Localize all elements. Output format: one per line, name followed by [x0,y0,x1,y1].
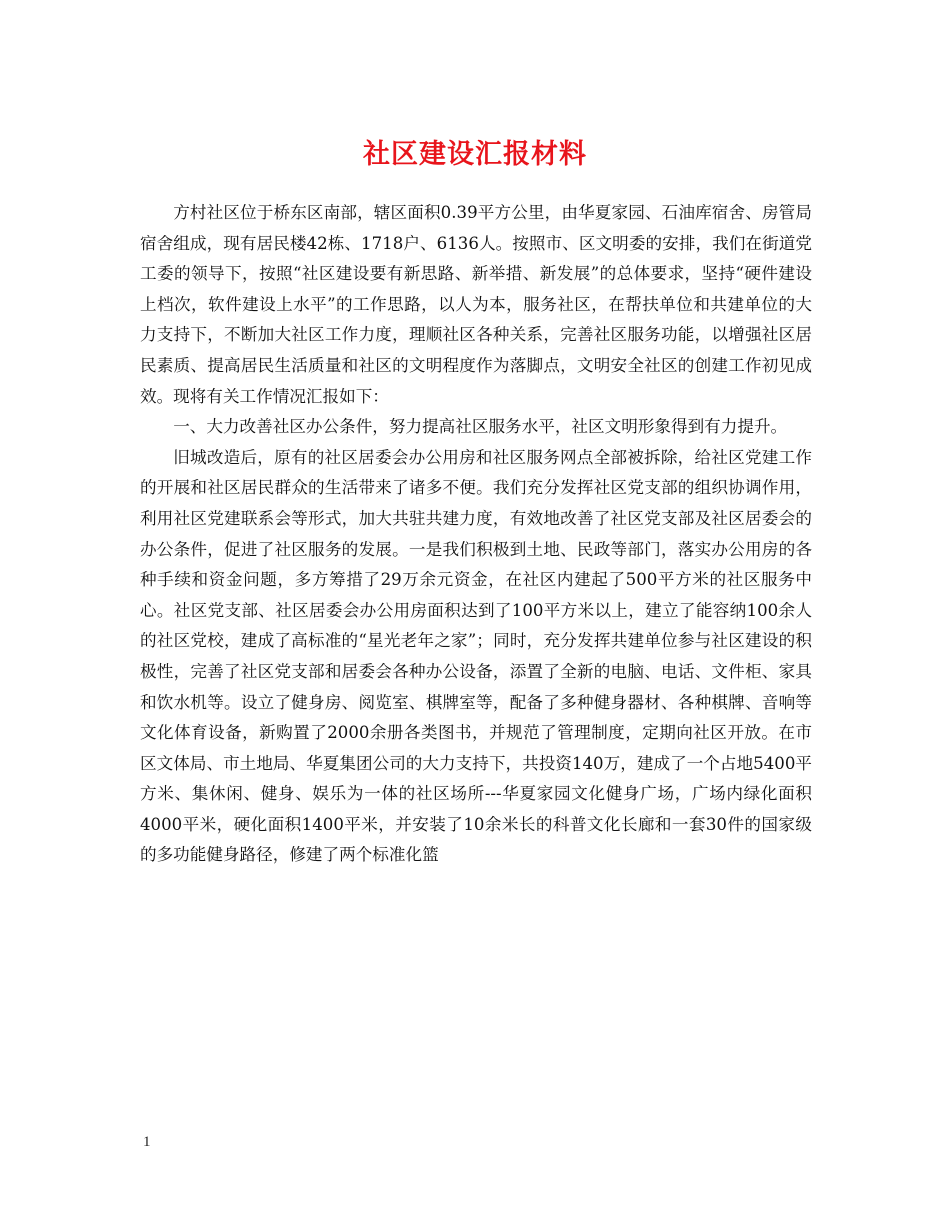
page-number: 1 [143,1134,151,1150]
paragraph-office-conditions: 旧城改造后，原有的社区居委会办公用房和社区服务网点全部被拆除，给社区党建工作的开展和社区居民群众的生活带来了诸多不便。我们充分发挥社区党支部的组织协调作用，利用社区党建联系会等形式，加大共驻共建力度，有效地改善了社区党支部及社区居委会的办公条件，促进了社区服务的发展。一是我们积极到土地、民政等部门，落实办公用房的各种手续和资金问题，多方筹措了29万余元资金，在社区内建起了500平方米的社区服务中心。社区党支部、社区居委会办公用房面积达到了100平方米以上，建立了能容纳100余人的社区党校，建成了高标准的“星光老年之家”；同时，充分发挥共建单位参与社区建设的积极性，完善了社区党支部和居委会各种办公设备，添置了全新的电脑、电话、文件柜、家具和饮水机等。设立了健身房、阅览室、棋牌室等，配备了多种健身器材、各种棋牌、音响等文化体育设备，新购置了2000余册各类图书，并规范了管理制度，定期向社区开放。在市区文体局、市土地局、华夏集团公司的大力支持下，共投资140万，建成了一个占地5400平方米、集休闲、健身、娱乐为一体的社区场所---华夏家园文化健身广场，广场内绿化面积4000平米，硬化面积1400平米，并安装了10余米长的科普文化长廊和一套30件的国家级的多功能健身路径，修建了两个标准化篮 [140,447,812,865]
document-body [140,198,812,871]
document-title: 社区建设汇报材料 [363,139,587,170]
paragraph-intro: 方村社区位于桥东区南部，辖区面积0.39平方公里，由华夏家园、石油库宿舍、房管局宿舍组成，现有居民楼42栋、1718户、6136人。按照市、区文明委的安排，我们在街道党工委的领导下，按照“社区建设要有新思路、新举措、新发展”的总体要求，坚持“硬件建设上档次，软件建设上水平”的工作思路，以人为本，服务社区，在帮扶单位和共建单位的大力支持下，不断加大社区工作力度，理顺社区各种关系，完善社区服务功能，以增强社区居民素质、提高居民生活质量和社区的文明程度作为落脚点，文明安全社区的创建工作初见成效。现将有关工作情况汇报如下： [140,203,812,406]
paragraph-section-heading: 一、大力改善社区办公条件，努力提高社区服务水平，社区文明形象得到有力提升。 [173,417,788,437]
